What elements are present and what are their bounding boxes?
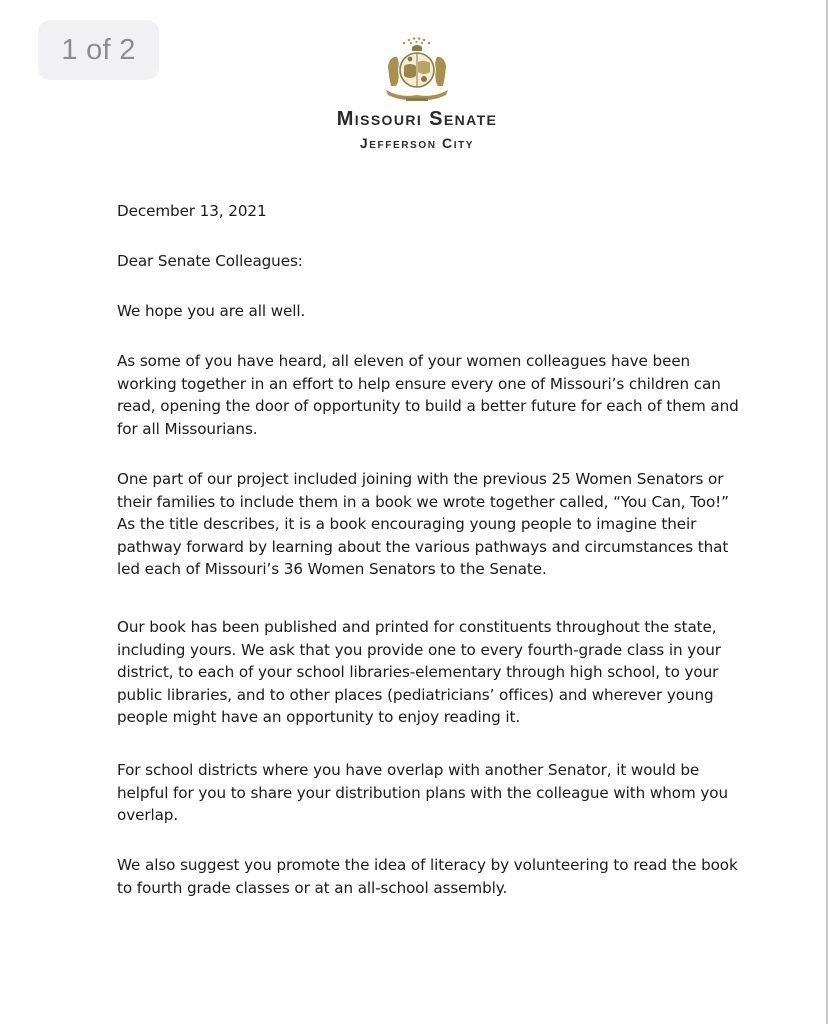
letterhead-title: Missouri Senate	[336, 108, 498, 130]
letter-date: December 13, 2021	[117, 202, 267, 220]
letter-paragraph: We also suggest you promote the idea of literacy by volunteering to read the book to fourth grade classes or at an all-school assembly.	[117, 856, 738, 897]
page-indicator: 1 of 2	[38, 20, 159, 80]
letter-paragraph: One part of our project included joining with the previous 25 Women Senators or their families to include them in a book we wrote together called, “You Can, Too!” As the title describes, it is a book encouraging young people to imagine their pathway forward by learning about the various pathways and circumstances that led each of Missouri’s 36 Women Senators to the Senate.	[117, 470, 729, 578]
letter-salutation: Dear Senate Colleagues:	[117, 252, 303, 270]
letter-paragraph: Our book has been published and printed for constituents throughout the state, including yours. We ask that you provide one to every fourth-grade class in your district, to each of your school libraries-elementary through high school, to your public libraries, and to other places (pediatricians’ offices) and wherever young people might have an opportunity to enjoy reading it.	[117, 618, 721, 726]
letterhead-subtitle: Jefferson City	[359, 135, 475, 151]
letter-paragraph: For school districts where you have overlap with another Senator, it would be helpful for you to share your distribution plans with the colleague with whom you overlap.	[117, 761, 728, 824]
letter-paragraph: We hope you are all well.	[117, 302, 306, 320]
letter-paragraph: As some of you have heard, all eleven of your women colleagues have been working together in an effort to help ensure every one of Missouri’s children can read, opening the door of opportunity to build a better future for each of them and for all Missourians.	[117, 352, 739, 438]
missouri-state-seal-icon	[380, 32, 454, 104]
